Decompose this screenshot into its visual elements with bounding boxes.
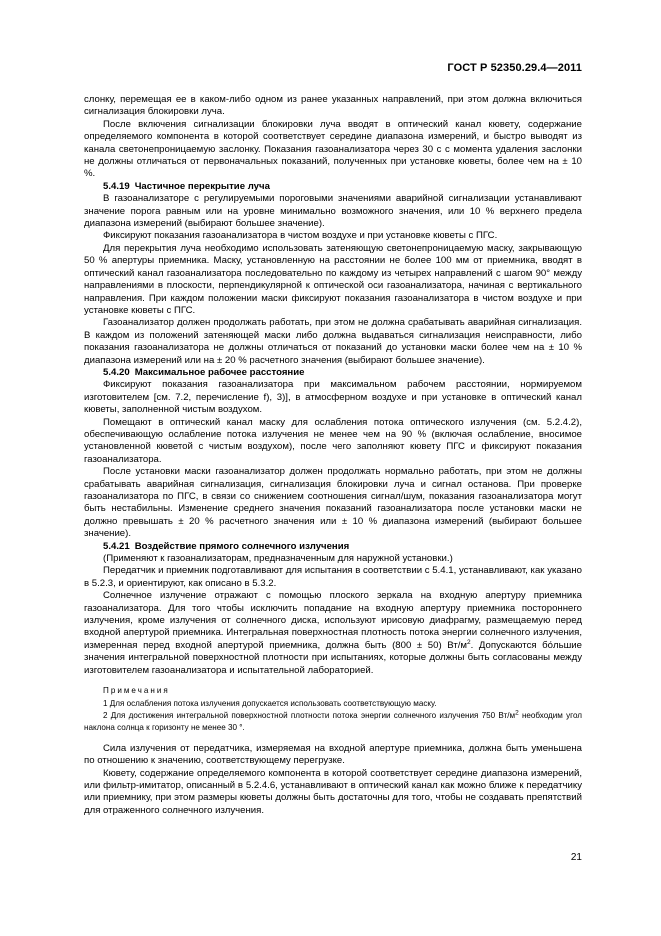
paragraph: После установки маски газоанализатор должен продолжать нормально работать, при этом не должны срабатывать аварийная сигнализация, сигнализация блокировки луча и сигнал останова. При проверке газоанализатора по ПГС, в связи со снижением соотношения сигнал/шум, показания газоанализатора могут быть нестабильны. Изменение среднего значения показаний газоанализатора после установки маски не должно превышать ± 20 % расчетного значения или ± 10 % диапазона измерений (выбирают большее значение). bbox=[84, 466, 582, 540]
paragraph: Для перекрытия луча необходимо использовать затеняющую светонепроницаемую маску, закрывающую 50 % апертуры приемника. Маску, установленную на расстоянии не более 100 мм от приемника, вводят в оптический канал газоанализатора последовательно по каждому из четырех направлений с шагом 90° между направлениями в плоскости, перпендикулярной к оптической оси газоанализатора, начиная с вертикального направления. При каждом положении маски фиксируют показания газоанализатора в чистом воздухе и при установке кюветы с ПГС. bbox=[84, 242, 582, 316]
section-heading-5-4-20 bbox=[84, 367, 582, 379]
section-title: Максимальное рабочее расстояние bbox=[134, 366, 305, 378]
paragraph: Газоанализатор должен продолжать работать, при этом не должна срабатывать аварийная сигнализация. В каждом из положений затеняющей маски либо должна выдаваться сигнализация неисправности, либо показания газоанализатора не должны отличаться от показаний до установки маски более чем на ± 10 % диапазона измерений или на ± 20 % расчетного значения (выбирают большее значение). bbox=[84, 317, 582, 366]
superscript: 2 bbox=[515, 709, 519, 717]
note-item bbox=[84, 710, 582, 735]
note-item: 1 Для ослабления потока излучения допускается использовать соответствующую маску. bbox=[103, 698, 437, 708]
paragraph: (Применяют к газоанализаторам, предназначенным для наружной установки.) bbox=[103, 553, 453, 565]
paragraph bbox=[84, 590, 582, 677]
section-number: 5.4.19 bbox=[103, 180, 130, 192]
paragraph: Сила излучения от передатчика, измеряемая на входной апертуре приемника, должна быть уменьшена по отношению к значению, соответствующему перегрузке. bbox=[84, 742, 582, 767]
text-run: необходим угол наклона солнца к горизонту не менее 30 °. bbox=[84, 710, 582, 733]
text-run: Солнечное излучение отражают с помощью плоского зеркала на входную апертуру приемника газоанализатора. Для того чтобы исключить попадание на входную апертуру приемника постороннего излучения, кроме излучения от солнечного диска, используют ирисовую диафрагму, размещаемую перед входной апертурой приемника. Интегральная поверхностная плотность потока энергии солнечного излучения, измеренная перед входной апертурой приемника, должна быть (800 ± 50) Вт/м bbox=[84, 590, 582, 651]
paragraph: Передатчик и приемник подготавливают для испытания в соответствии с 5.4.1, устанавливают, как указано в 5.2.3, и ориентируют, как описано в 5.3.2. bbox=[84, 565, 582, 589]
paragraph: Кювету, содержание определяемого компонента в которой соответствует середине диапазона измерений, или фильтр-имитатор, описанный в 5.2.4.6, устанавливают в оптический канал как можно ближе к передатчику или приемнику, при этом размеры кюветы должны быть достаточны для того, чтобы не создавать препятствий для отраженного солнечного излучения. bbox=[84, 767, 582, 816]
paragraph: слонку, перемещая ее в каком-либо одном из ранее указанных направлений, при этом должна включиться сигнализация блокировки луча. bbox=[84, 94, 582, 118]
text-run: . Допускаются бо́льшие значения интегральной поверхностной плотности при испытаниях, которые должны быть согласованы между изготовителем газоанализатора и испытательной лабораторией. bbox=[84, 639, 582, 676]
closing-paragraphs bbox=[84, 743, 582, 817]
paragraph: В газоанализаторе с регулируемыми пороговыми значениями аварийной сигнализации устанавливают значение порога равным или на уровне минимально возможного значения, или 10 % верхнего предела диапазона измерений (выбирают большее значение). bbox=[84, 193, 582, 230]
section-number: 5.4.20 bbox=[103, 366, 130, 378]
superscript: 2 bbox=[467, 638, 471, 646]
notes-title: Примечания bbox=[103, 686, 170, 696]
paragraph: Фиксируют показания газоанализатора в чистом воздухе и при установке кюветы с ПГС. bbox=[103, 230, 498, 242]
page-content bbox=[84, 94, 582, 817]
section-title: Частичное перекрытие луча bbox=[134, 180, 270, 192]
paragraph: Помещают в оптический канал маску для ослабления потока оптического излучения (см. 5.2.4.2), обеспечивающую ослабление потока излучения не менее чем на 90 % (включая ослабление, вносимое установленной кюветой с чистым воздухом), после чего заполняют кювету ПГС и фиксируют показания газоанализатора. bbox=[84, 416, 582, 465]
page-number: 21 bbox=[570, 852, 582, 863]
section-number: 5.4.21 bbox=[103, 540, 130, 552]
section-heading-5-4-19 bbox=[84, 181, 582, 193]
section-heading-5-4-21 bbox=[84, 541, 582, 553]
section-title: Воздействие прямого солнечного излучения bbox=[134, 540, 350, 552]
notes-block bbox=[84, 685, 582, 735]
paragraph: После включения сигнализации блокировки луча вводят в оптический канал кювету, содержание определяемого компонента в которой соответствует середине диапазона измерений, и быстро выводят из канала светонепроницаемую заслонку. Показания газоанализатора через 30 с с момента удаления заслонки не должны отличаться от первоначальных показаний, полученных при установке кюветы, более чем на ± 10 %. bbox=[84, 118, 582, 180]
document-header: ГОСТ Р 52350.29.4—2011 bbox=[447, 62, 582, 74]
text-run: 2 Для достижения интегральной поверхностной плотности потока энергии солнечного излучения 750 Вт/м bbox=[103, 710, 516, 720]
paragraph: Фиксируют показания газоанализатора при максимальном рабочем расстоянии, нормируемом изготовителем [см. 7.2, перечисление f), 3)], в атмосферном воздухе и при установке в оптический канал кюветы, заполненной чистым воздухом. bbox=[84, 379, 582, 416]
